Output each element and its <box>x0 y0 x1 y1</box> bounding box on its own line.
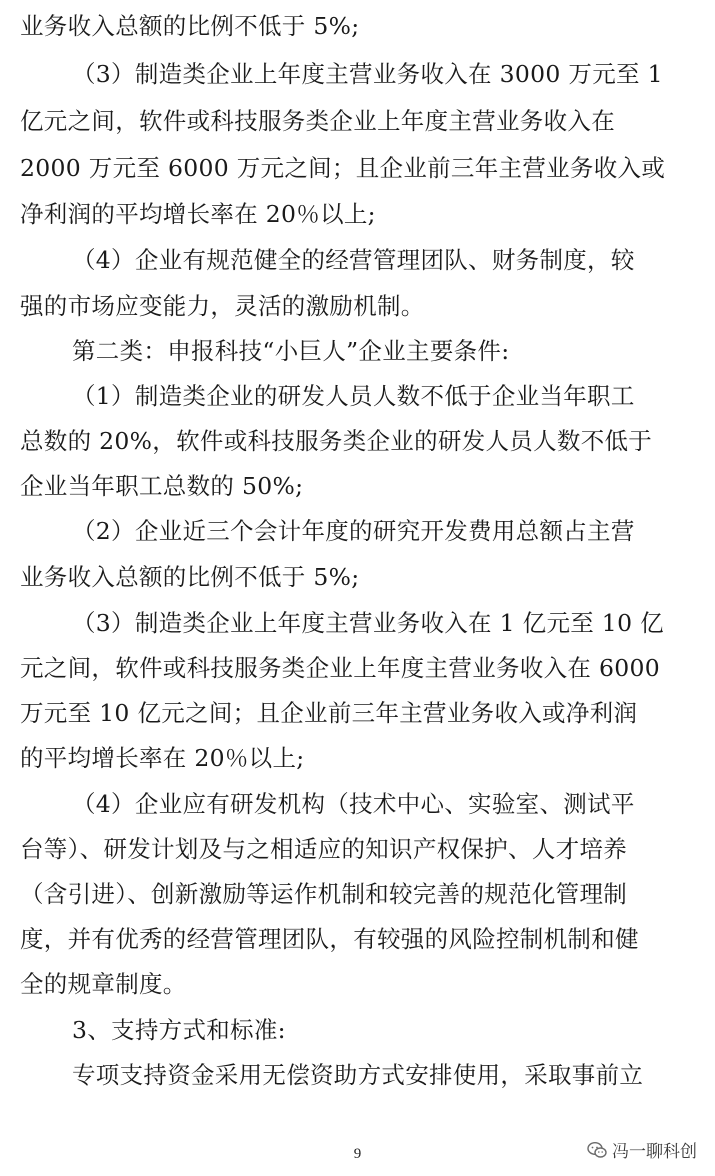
text-line: 业务收入总额的比例不低于 5%; <box>20 12 360 40</box>
text-line: （4）企业应有研发机构（技术中心、实验室、测试平 <box>72 790 635 818</box>
text-line: 专项支持资金采用无偿资助方式安排使用，采取事前立 <box>72 1061 644 1089</box>
text-line: 度，并有优秀的经营管理团队，有较强的风险控制机制和健 <box>20 925 639 953</box>
watermark <box>587 1137 697 1162</box>
text-line: 3、支持方式和标准: <box>72 1016 286 1044</box>
text-line: 业务收入总额的比例不低于 5%; <box>20 563 360 591</box>
text-line: 强的市场应变能力，灵活的激励机制。 <box>20 292 425 320</box>
text-line: 的平均增长率在 20％以上; <box>20 744 305 772</box>
text-line: 第二类：申报科技“小巨人”企业主要条件: <box>72 337 510 365</box>
text-line: 万元至 10 亿元之间；且企业前三年主营业务收入或净利润 <box>20 699 638 727</box>
text-line: （4）企业有规范健全的经营管理团队、财务制度，较 <box>72 246 635 274</box>
page-number: 9 <box>353 1146 362 1162</box>
text-line: （含引进）、创新激励等运作机制和较完善的规范化管理制 <box>20 880 628 908</box>
wechat-icon <box>587 1141 607 1159</box>
text-line: （1）制造类企业的研发人员人数不低于企业当年职工 <box>72 382 635 410</box>
text-line: 总数的 20%，软件或科技服务类企业的研发人员人数不低于 <box>20 427 653 455</box>
text-line: 元之间，软件或科技服务类企业上年度主营业务收入在 6000 <box>20 654 660 682</box>
text-line: 台等）、研发计划及与之相适应的知识产权保护、人才培养 <box>20 835 628 863</box>
text-line: 企业当年职工总数的 50%; <box>20 472 304 500</box>
text-line: 2000 万元至 6000 万元之间；且企业前三年主营业务收入或 <box>20 154 666 182</box>
text-line: 亿元之间，软件或科技服务类企业上年度主营业务收入在 <box>20 107 615 135</box>
watermark-text: 冯一聊科创 <box>612 1142 697 1162</box>
text-line: （3）制造类企业上年度主营业务收入在 1 亿元至 10 亿 <box>72 609 664 637</box>
text-line: 净利润的平均增长率在 20％以上; <box>20 200 376 228</box>
text-line: （2）企业近三个会计年度的研究开发费用总额占主营 <box>72 517 635 545</box>
text-line: 全的规章制度。 <box>20 970 187 998</box>
text-line: （3）制造类企业上年度主营业务收入在 3000 万元至 1 <box>72 60 663 88</box>
